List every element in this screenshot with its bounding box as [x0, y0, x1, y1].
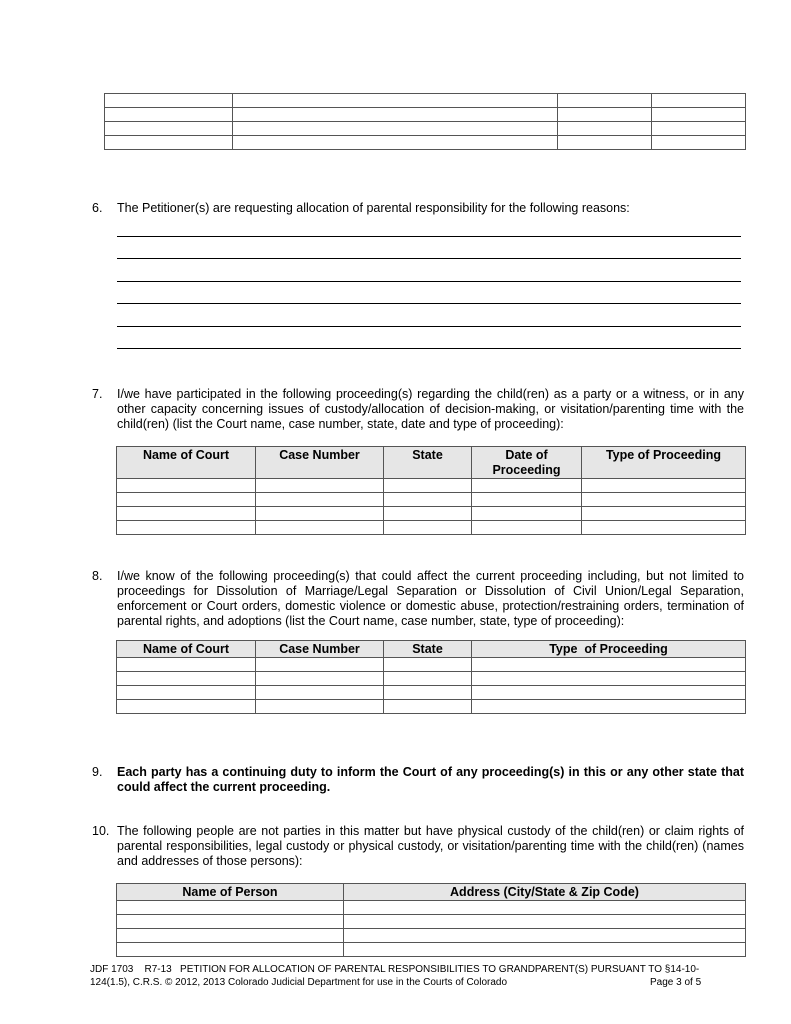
item-8 [92, 569, 744, 633]
top-table-cell[interactable] [652, 136, 746, 150]
item-7-number: 7. [92, 387, 103, 401]
proceedings-participated-cell[interactable] [472, 493, 582, 507]
top-table-cell[interactable] [105, 108, 233, 122]
proceedings-affecting-cell[interactable] [117, 700, 256, 714]
proceedings-participated-cell[interactable] [384, 493, 472, 507]
proceedings-participated-cell[interactable] [582, 479, 746, 493]
item-10-text: The following people are not parties in this matter but have physical custody of the child(ren) or claim rights of parental responsibilities, legal custody or physical custody, or visitation/parenting time with the child(ren) (names and addresses of those persons): [117, 824, 744, 868]
proceedings-participated-row [117, 507, 746, 521]
top-table-cell[interactable] [652, 94, 746, 108]
proceedings-affecting-cell[interactable] [117, 658, 256, 672]
proceedings-affecting-cell[interactable] [256, 700, 384, 714]
item-8-text: I/we know of the following proceeding(s) that could affect the current proceeding including, but not limited to proceedings for Dissolution of Marriage/Legal Separation or Dissolution of Civil Union/Legal Separation, enforcement or Court orders, domestic violence or domestic abuse, protection/restraining orders, termination of parental rights, and adoptions (list the Court name, case number, state, type of proceeding): [117, 569, 744, 628]
non-party-custodians-row [117, 943, 746, 957]
item-9 [92, 765, 744, 797]
top-table [104, 93, 746, 150]
top-table-cell[interactable] [558, 122, 652, 136]
non-party-custodians-row [117, 915, 746, 929]
proceedings-participated-table [116, 446, 746, 535]
top-table-row [105, 122, 746, 136]
top-table-row [105, 136, 746, 150]
item-6 [92, 201, 744, 217]
top-table-cell[interactable] [652, 122, 746, 136]
proceedings-affecting-cell[interactable] [472, 700, 746, 714]
proceedings-participated-cell[interactable] [472, 507, 582, 521]
non-party-custodians-table [116, 883, 746, 957]
proceedings-affecting-cell[interactable] [256, 672, 384, 686]
top-table-cell[interactable] [233, 108, 558, 122]
footer-line-2-row [90, 977, 740, 990]
header-case-number: Case Number [256, 641, 384, 658]
header-name-of-court: Name of Court [117, 447, 256, 479]
proceedings-affecting-table [116, 640, 746, 714]
header-address: Address (City/State & Zip Code) [344, 884, 746, 901]
proceedings-affecting-cell[interactable] [117, 672, 256, 686]
non-party-custodians-cell[interactable] [344, 901, 746, 915]
top-table-cell[interactable] [105, 94, 233, 108]
proceedings-participated-cell[interactable] [384, 521, 472, 535]
non-party-custodians-cell[interactable] [344, 943, 746, 957]
header-case-number: Case Number [256, 447, 384, 479]
proceedings-participated-cell[interactable] [582, 493, 746, 507]
proceedings-participated-cell[interactable] [472, 521, 582, 535]
proceedings-affecting-cell[interactable] [472, 658, 746, 672]
proceedings-participated-row [117, 493, 746, 507]
proceedings-affecting-cell[interactable] [384, 700, 472, 714]
non-party-custodians-row [117, 901, 746, 915]
top-table-row [105, 94, 746, 108]
proceedings-participated-cell[interactable] [384, 507, 472, 521]
proceedings-participated-cell[interactable] [256, 521, 384, 535]
proceedings-participated-cell[interactable] [256, 479, 384, 493]
reason-line-5[interactable] [117, 326, 741, 327]
proceedings-affecting-row [117, 700, 746, 714]
reason-line-1[interactable] [117, 236, 741, 237]
top-table-cell[interactable] [652, 108, 746, 122]
header-state: State [384, 447, 472, 479]
item-7 [92, 387, 744, 435]
top-table-cell[interactable] [233, 94, 558, 108]
header-state: State [384, 641, 472, 658]
top-table-cell[interactable] [558, 136, 652, 150]
header-type-of-proceeding: Type of Proceeding [472, 641, 746, 658]
proceedings-participated-cell[interactable] [117, 493, 256, 507]
page-number: Page 3 of 5 [650, 976, 702, 988]
proceedings-participated-cell[interactable] [582, 521, 746, 535]
reason-line-3[interactable] [117, 281, 741, 282]
proceedings-affecting-row [117, 658, 746, 672]
proceedings-affecting-cell[interactable] [256, 658, 384, 672]
proceedings-participated-row [117, 521, 746, 535]
reason-line-2[interactable] [117, 258, 741, 259]
non-party-custodians-cell[interactable] [117, 915, 344, 929]
proceedings-participated-cell[interactable] [472, 479, 582, 493]
proceedings-participated-cell[interactable] [117, 479, 256, 493]
header-name-of-court: Name of Court [117, 641, 256, 658]
header-type-of-proceeding: Type of Proceeding [582, 447, 746, 479]
form-footer [90, 964, 740, 990]
top-table-row [105, 108, 746, 122]
proceedings-affecting-cell[interactable] [472, 686, 746, 700]
proceedings-affecting-cell[interactable] [256, 686, 384, 700]
proceedings-participated-cell[interactable] [384, 479, 472, 493]
item-10 [92, 824, 744, 872]
proceedings-affecting-cell[interactable] [117, 686, 256, 700]
item-10-number: 10. [92, 824, 110, 838]
reason-line-4[interactable] [117, 303, 741, 304]
item-9-number: 9. [92, 765, 103, 779]
top-table-cell[interactable] [558, 94, 652, 108]
proceedings-affecting-cell[interactable] [384, 686, 472, 700]
non-party-custodians-cell[interactable] [117, 943, 344, 957]
top-table-cell[interactable] [105, 122, 233, 136]
proceedings-participated-cell[interactable] [256, 493, 384, 507]
proceedings-affecting-cell[interactable] [472, 672, 746, 686]
non-party-custodians-cell[interactable] [344, 915, 746, 929]
non-party-custodians-cell[interactable] [117, 929, 344, 943]
proceedings-affecting-cell[interactable] [384, 658, 472, 672]
proceedings-participated-cell[interactable] [117, 507, 256, 521]
item-9-text: Each party has a continuing duty to inform the Court of any proceeding(s) in this or any other state that could affect the current proceeding. [117, 765, 744, 794]
footer-line-1: JDF 1703 R7-13 PETITION FOR ALLOCATION OF PARENTAL RESPONSIBILITIES TO GRANDPARENT(S) PURSUANT TO §14-10- [90, 964, 700, 975]
proceedings-affecting-cell[interactable] [384, 672, 472, 686]
proceedings-affecting-row [117, 672, 746, 686]
top-table-cell[interactable] [558, 108, 652, 122]
footer-line-2: 124(1.5), C.R.S. © 2012, 2013 Colorado Judicial Department for use in the Courts of Colorado [90, 976, 508, 988]
item-6-text: The Petitioner(s) are requesting allocation of parental responsibility for the following reasons: [117, 201, 630, 215]
top-table-cell[interactable] [233, 122, 558, 136]
proceedings-participated-cell[interactable] [256, 507, 384, 521]
non-party-custodians-row [117, 929, 746, 943]
header-date-of-proceeding: Date of Proceeding [472, 447, 582, 479]
reason-line-6[interactable] [117, 348, 741, 349]
item-6-number: 6. [92, 201, 103, 215]
non-party-custodians-cell[interactable] [344, 929, 746, 943]
top-table-cell[interactable] [233, 136, 558, 150]
proceedings-affecting-row [117, 686, 746, 700]
non-party-custodians-cell[interactable] [117, 901, 344, 915]
item-8-number: 8. [92, 569, 103, 583]
proceedings-participated-row [117, 479, 746, 493]
proceedings-participated-cell[interactable] [582, 507, 746, 521]
item-7-text: I/we have participated in the following proceeding(s) regarding the child(ren) as a party or a witness, or in any other capacity concerning issues of custody/allocation of decision-making, or visitation/parenting time with the child(ren) (list the Court name, case number, state, date and type of proceeding): [117, 387, 744, 431]
header-name-of-person: Name of Person [117, 884, 344, 901]
proceedings-participated-cell[interactable] [117, 521, 256, 535]
top-table-cell[interactable] [105, 136, 233, 150]
